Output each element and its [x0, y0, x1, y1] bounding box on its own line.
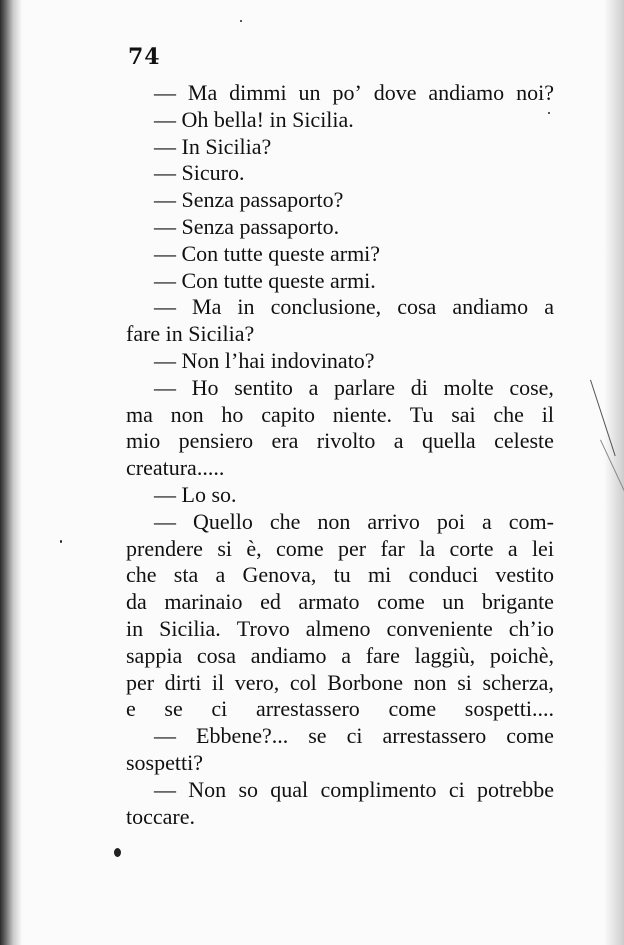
text-line: — Sicuro.: [154, 160, 245, 186]
text-line: — Lo so.: [154, 481, 237, 507]
text-line: sappia cosa andiamo a fare laggiù, poichè,: [126, 642, 554, 668]
text-line: toccare.: [126, 803, 195, 829]
text-line: — Ebbene?... se ci arrestassero come: [154, 723, 554, 749]
text-line: — Con tutte queste armi?: [154, 240, 381, 266]
text-line: — Senza passaporto?: [154, 187, 344, 213]
text-line: — Con tutte queste armi.: [154, 267, 376, 293]
page-edge-shadow: [604, 0, 624, 945]
text-line: prendere si è, come per far la corte a lei: [126, 535, 554, 561]
text-line: sospetti?: [126, 749, 203, 775]
text-line: che sta a Genova, tu mi conduci vestito: [126, 562, 554, 588]
text-line: creatura.....: [126, 455, 225, 481]
text-line: — In Sicilia?: [154, 133, 272, 159]
text-line: — Non l’hai indovinato?: [154, 347, 375, 373]
text-line: — Quello che non arrivo poi a com-: [154, 508, 554, 534]
text-line: — Senza passaporto.: [154, 213, 340, 239]
text-line: — Ma dimmi un po’ dove andiamo noi?: [154, 80, 554, 105]
page-text: [126, 80, 554, 830]
binding-shadow: [0, 0, 22, 945]
text-line: — Ma in conclusione, cosa andiamo a: [154, 294, 554, 320]
text-line: — Ho sentito a parlare di molte cose,: [154, 374, 554, 400]
page-number: 74: [128, 44, 161, 70]
text-line: da marinaio ed armato come un brigante: [126, 589, 554, 615]
text-line: mio pensiero era rivolto a quella celeste: [126, 428, 554, 454]
text-line: — Oh bella! in Sicilia.: [154, 106, 354, 132]
text-line: — Non so qual complimento ci potrebbe: [154, 776, 554, 802]
text-line: per dirti il vero, col Borbone non si scherza,: [126, 669, 554, 695]
text-line: e se ci arrestassero come sospetti....: [126, 696, 554, 722]
text-line: fare in Sicilia?: [126, 321, 255, 347]
text-line: ma non ho capito niente. Tu sai che il: [126, 401, 554, 427]
text-line: in Sicilia. Trovo almeno conveniente ch’io: [126, 615, 554, 641]
